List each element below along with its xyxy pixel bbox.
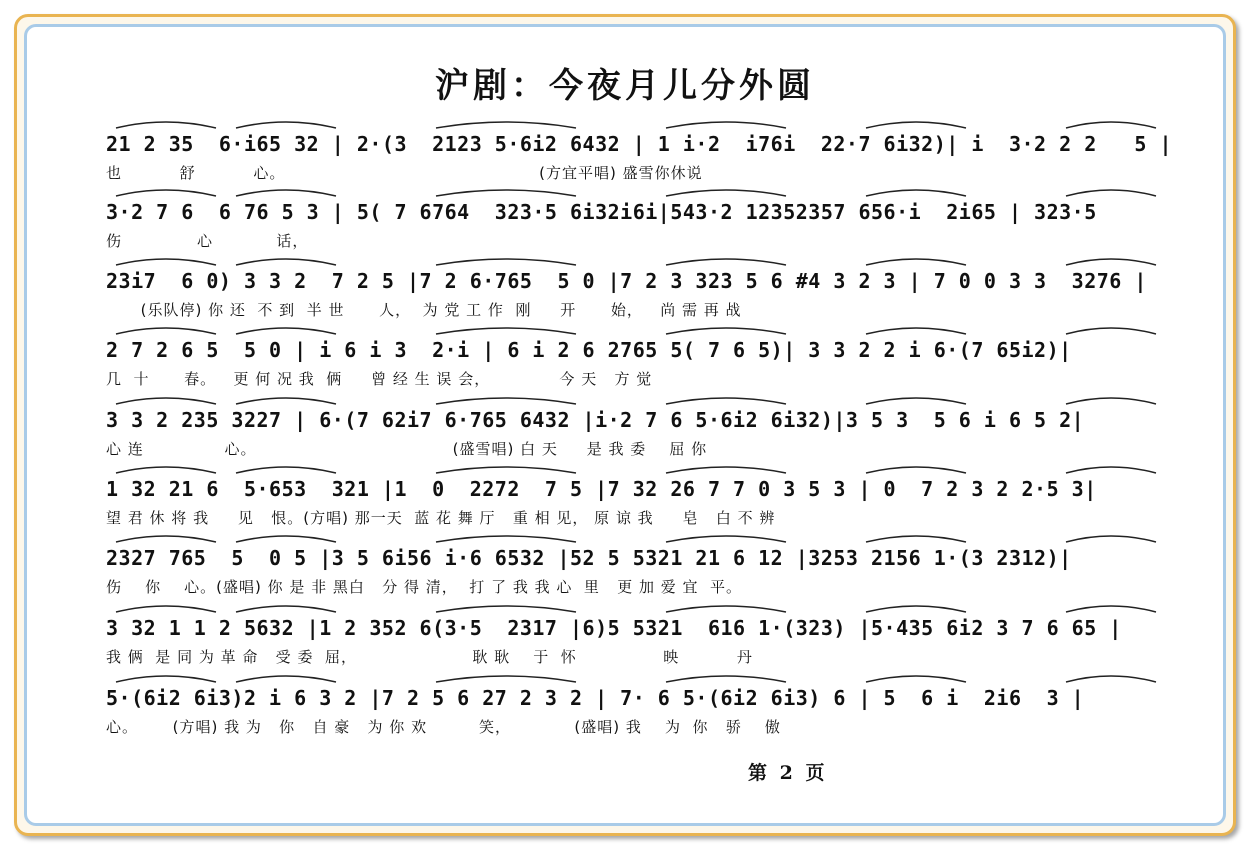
score-line	[0, 682, 1250, 752]
notation-row: 23i7 6 0) 3 3 2 7 2 5 |7 2 6·765 5 0 |7 2 3 323 5 6 #4 3 2 3 | 7 0 0 3 3 3276 |	[106, 269, 1147, 293]
notation-row: 2 7 2 6 5 5 0 | i 6 i 3 2·i | 6 i 2 6 2765 5( 7 6 5)| 3 3 2 2 i 6·(7 65i2)|	[106, 338, 1072, 362]
score-title: 沪剧：今夜月儿分外圆	[435, 66, 815, 106]
lyrics-row: 也 舒 心。 (方宜平唱) 盛雪你休说	[106, 164, 703, 182]
page-number: 第 2 页	[748, 762, 828, 784]
notation-row: 3·2 7 6 6 76 5 3 | 5( 7 6764 323·5 6i32i6i|543·2 12352357 656·i 2i65 | 323·5	[106, 200, 1097, 224]
notation-row: 2327 765 5 0 5 |3 5 6i56 i·6 6532 |52 5 5321 21 6 12 |3253 2156 1·(3 2312)|	[106, 546, 1072, 570]
lyrics-row: 我 俩 是 同 为 革 命 受 委 屈， 耿 耿 于 怀 映 丹	[106, 648, 753, 666]
notation-row: 3 32 1 1 2 5632 |1 2 352 6(3·5 2317 |6)5 5321 616 1·(323) |5·435 6i2 3 7 6 65 |	[106, 616, 1122, 640]
lyrics-row: 伤 心 话，	[106, 232, 309, 250]
lyrics-row: 望 君 休 将 我 见 恨。(方唱) 那一天 蓝 花 舞 厅 重 相 见， 原 谅 我 皂 白 不 辨	[106, 509, 776, 527]
notation-row: 1 32 21 6 5·653 321 |1 0 2272 7 5 |7 32 26 7 7 0 3 5 3 | 0 7 2 3 2 2·5 3|	[106, 477, 1097, 501]
lyrics-row: 几 十 春。 更 何 况 我 俩 曾 经 生 误 会， 今 天 方 觉	[106, 370, 653, 388]
notation-row: 21 2 35 6·i65 32 | 2·(3 2123 5·6i2 6432 | 1 i·2 i76i 22·7 6i32)| i 3·2 2 2 5 |	[106, 132, 1172, 156]
notation-row: 3 3 2 235 3227 | 6·(7 62i7 6·765 6432 |i·2 7 6 5·6i2 6i32)|3 5 3 5 6 i 6 5 2|	[106, 408, 1085, 432]
lyrics-row: 心 连 心。 (盛雪唱) 白 天 是 我 委 屈 你	[106, 440, 708, 458]
notation-row: 5·(6i2 6i3)2 i 6 3 2 |7 2 5 6 27 2 3 2 | 7· 6 5·(6i2 6i3) 6 | 5 6 i 2i6 3 |	[106, 686, 1085, 710]
lyrics-row: 心。 (方唱) 我 为 你 自 豪 为 你 欢 笑， (盛唱) 我 为 你 骄 傲	[106, 718, 781, 736]
lyrics-row: 伤 你 心。(盛唱) 你 是 非 黑白 分 得 清， 打 了 我 我 心 里 更 加 爱 宜 平。	[106, 578, 743, 596]
lyrics-row: (乐队停) 你 还 不 到 半 世 人， 为 党 工 作 刚 开 始， 尚 需 再 战	[106, 301, 742, 319]
